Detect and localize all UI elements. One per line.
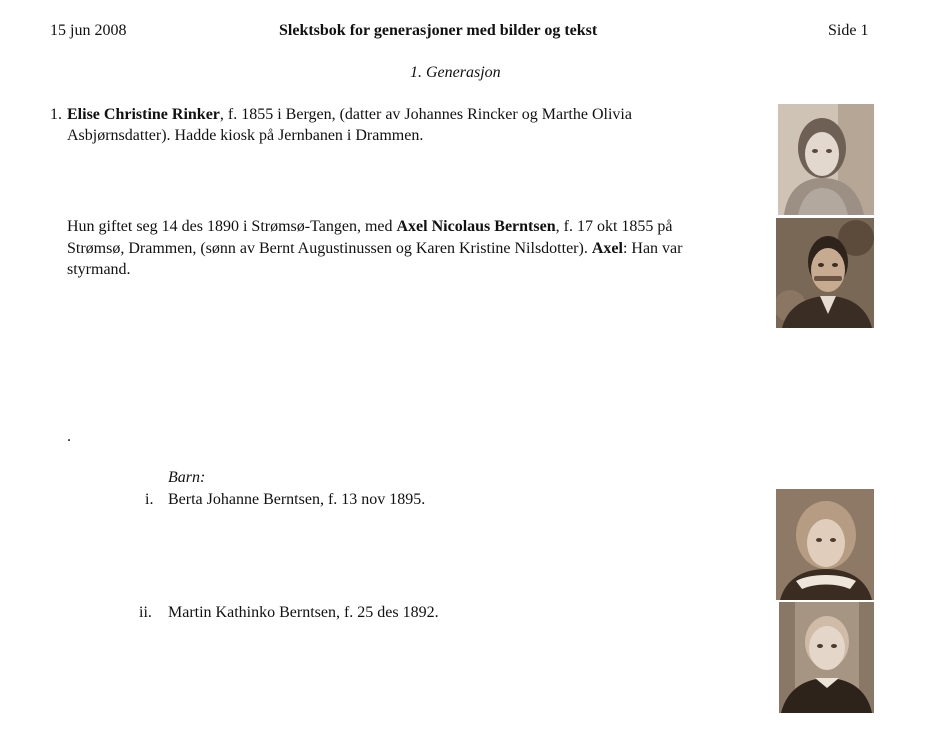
header-title: Slektsbok for generasjoner med bilder og tekst (279, 22, 598, 39)
header-date: 15 jun 2008 (50, 22, 127, 39)
spouse-short-name: Axel (591, 240, 623, 257)
marriage-line-1-pre: Hun giftet seg 14 des 1890 i Strømsø-Tangen, med (67, 218, 397, 235)
portrait-photo-martin (779, 602, 874, 713)
child-numeral-1: i. (145, 491, 154, 508)
marriage-line-1 (67, 218, 672, 236)
spouse-name: Axel Nicolaus Berntsen (396, 218, 556, 235)
marriage-line-3: styrmand. (67, 261, 131, 278)
person-line-1 (67, 106, 632, 124)
person-line-2: Asbjørnsdatter). Hadde kiosk på Jernbanen i Drammen. (67, 127, 424, 144)
separator-dot: . (67, 428, 71, 445)
generation-heading: 1. Generasjon (410, 64, 501, 81)
marriage-line-1-post: , f. 17 okt 1855 på (555, 218, 673, 235)
portrait-photo-berta (776, 489, 874, 600)
marriage-line-2 (67, 240, 682, 258)
child-numeral-2: ii. (139, 604, 152, 621)
marriage-line-2-pre: Strømsø, Drammen, (sønn av Bernt Augustinussen og Karen Kristine Nilsdotter). (67, 240, 592, 257)
child-text-2: Martin Kathinko Berntsen, f. 25 des 1892. (168, 604, 439, 621)
portrait-photo-axel (776, 218, 874, 328)
header-page-number: Side 1 (828, 22, 869, 39)
person-name: Elise Christine Rinker (67, 106, 220, 123)
person-number: 1. (50, 106, 62, 123)
children-heading: Barn: (168, 469, 206, 486)
person-line-1-rest: , f. 1855 i Bergen, (datter av Johannes Rincker og Marthe Olivia (219, 106, 632, 123)
marriage-line-2-post: : Han var (622, 240, 683, 257)
child-text-1: Berta Johanne Berntsen, f. 13 nov 1895. (168, 491, 426, 508)
portrait-photo-elise (778, 104, 874, 215)
